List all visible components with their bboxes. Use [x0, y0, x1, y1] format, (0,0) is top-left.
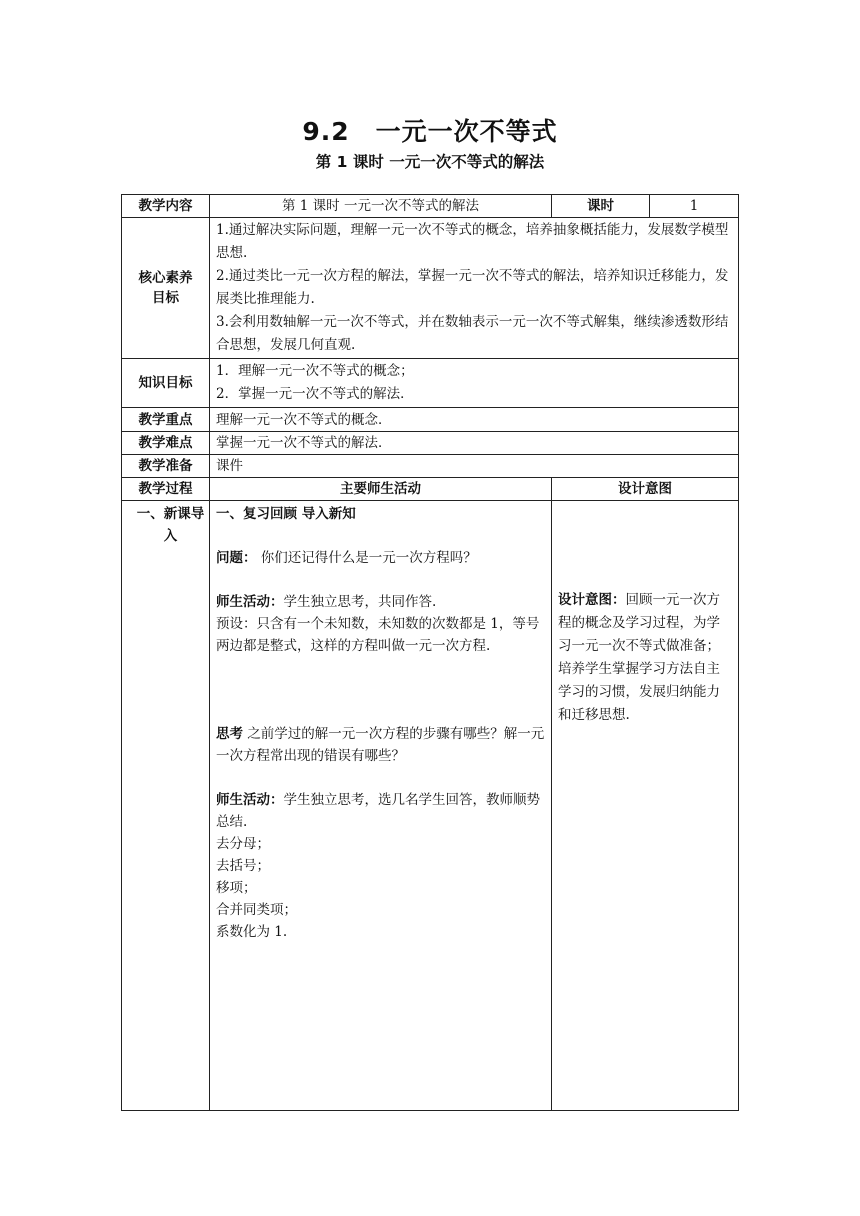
period-value: 1 [650, 195, 739, 218]
intent-content [552, 501, 739, 1111]
intent-text: 回顾一元一次方程的概念及学习过程，为学习一元一次不等式做准备；培养学生掌握学习方法自主学习的习惯，发展归纳能力和迁移思想. [558, 592, 720, 723]
document-title: 9.2 一元一次不等式 [302, 117, 558, 146]
knowledge-item: 1．理解一元一次不等式的概念； [216, 363, 414, 379]
preparation-label: 教学准备 [122, 455, 210, 478]
core-item: 2.通过类比一元一次方程的解法，掌握一元一次不等式的解法，培养知识迁移能力，发展类比推理能力. [216, 268, 729, 307]
step-item: 合并同类项； [216, 902, 297, 918]
knowledge-label: 知识目标 [122, 359, 210, 408]
knowledge-content [210, 359, 739, 408]
core-label-line-2: 目标 [152, 290, 179, 306]
knowledge-item: 2．掌握一元一次不等式的解法． [216, 386, 414, 402]
core-item: 1.通过解决实际问题，理解一元一次不等式的概念，培养抽象概括能力，发展数学模型思想. [216, 222, 729, 261]
activity-1-label: 师生活动： [216, 594, 284, 610]
row-core-literacy [122, 218, 739, 359]
lesson-plan-table [121, 194, 739, 1111]
core-label-line-1: 核心素养 [138, 270, 193, 286]
row-content [122, 195, 739, 218]
step-item: 去分母； [216, 836, 270, 852]
row-knowledge [122, 359, 739, 408]
core-literacy-label [122, 218, 210, 359]
think-line [216, 723, 545, 767]
activity-content [210, 501, 552, 1111]
preparation-value: 课件 [210, 455, 739, 478]
question-line [216, 547, 545, 569]
section-title: 一、复习回顾 导入新知 [216, 506, 356, 522]
activity-header: 主要师生活动 [210, 478, 552, 501]
lesson-subtitle: 第 1 课时 一元一次不等式的解法 [315, 153, 545, 171]
core-literacy-content [210, 218, 739, 359]
focus-label: 教学重点 [122, 408, 210, 432]
row-focus [122, 408, 739, 432]
period-label: 课时 [552, 195, 650, 218]
think-text: 之前学过的解一元一次方程的步骤有哪些？解一元一次方程常出现的错误有哪些？ [216, 726, 545, 764]
content-value: 第 1 课时 一元一次不等式的解法 [210, 195, 552, 218]
activity-1-text: 学生独立思考，共同作答. [283, 594, 437, 610]
activity-2-label: 师生活动： [216, 792, 284, 808]
step-item: 移项； [216, 880, 257, 896]
step-item: 去括号； [216, 858, 270, 874]
preset-text: 预设：只含有一个未知数，未知数的次数都是 1，等号两边都是整式，这样的方程叫做一元一次方程. [216, 616, 540, 654]
content-label: 教学内容 [122, 195, 210, 218]
step-item: 系数化为 1. [216, 924, 288, 940]
intent-label: 设计意图： [558, 592, 626, 608]
difficulty-label: 教学难点 [122, 432, 210, 455]
think-label: 思考 [216, 726, 243, 742]
intent-header: 设计意图 [552, 478, 739, 501]
activity-1-line [216, 591, 545, 613]
stage-label: 一、新课导入 [122, 501, 210, 1111]
row-difficulty [122, 432, 739, 455]
row-process-header [122, 478, 739, 501]
difficulty-value: 掌握一元一次不等式的解法． [210, 432, 739, 455]
question-label: 问题： [216, 550, 257, 566]
activity-2-text: 学生独立思考，选几名学生回答，教师顺势总结. [216, 792, 540, 830]
process-label: 教学过程 [122, 478, 210, 501]
activity-2-line [216, 789, 545, 833]
intent-text-block [558, 589, 732, 727]
focus-value: 理解一元一次不等式的概念． [210, 408, 739, 432]
core-item: 3.会利用数轴解一元一次不等式，并在数轴表示一元一次不等式解集，继续渗透数形结合思想，发展几何直观. [216, 314, 729, 353]
question-text: 你们还记得什么是一元一次方程吗？ [256, 550, 477, 566]
row-preparation [122, 455, 739, 478]
row-stage-1 [122, 501, 739, 1111]
